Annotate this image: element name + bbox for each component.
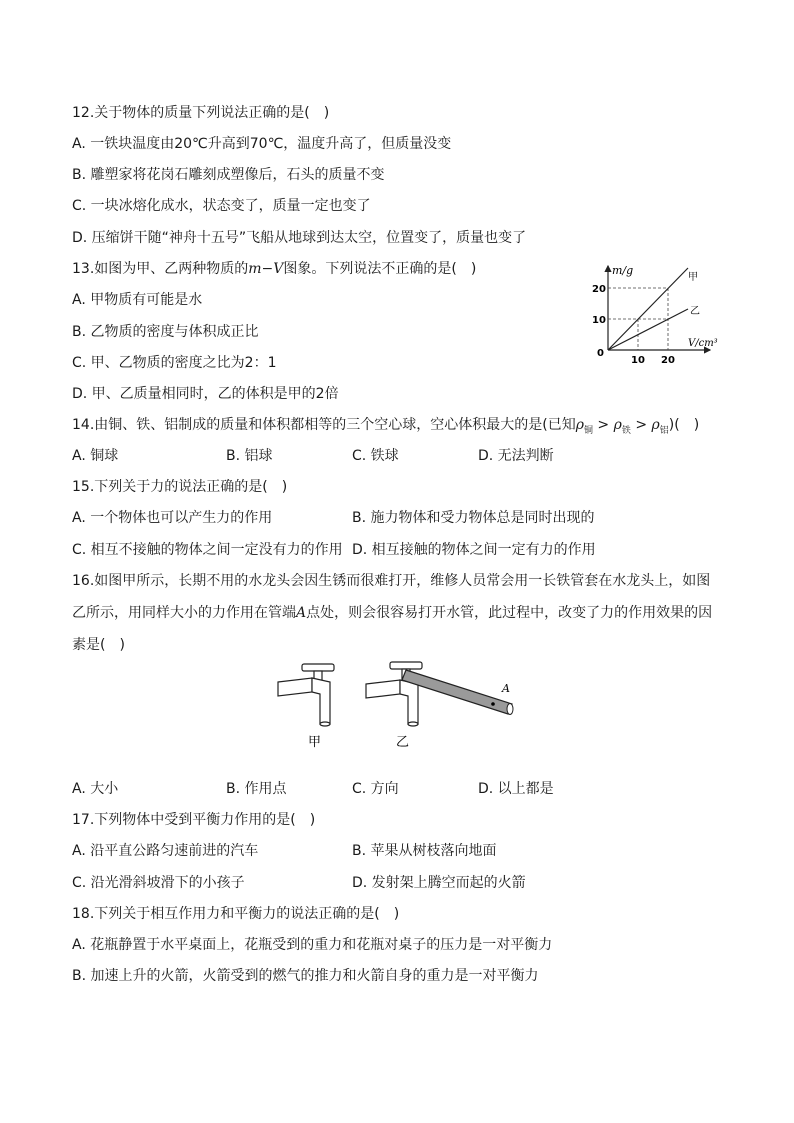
q17-option-a: A. 沿平直公路匀速前进的汽车 [72, 843, 259, 859]
q15-option-b: B. 施力物体和受力物体总是同时出现的 [352, 510, 595, 526]
q16-option-d: D. 以上都是 [478, 781, 554, 797]
fig-label-yi: 乙 [396, 735, 410, 750]
graph-x-label: V/cm³ [688, 338, 718, 349]
q16-stem-post: 点处，则会很容易打开水管，此过程中，改变了力的作用效果的因素是( ) [72, 605, 713, 653]
q13-option-d: D. 甲、乙质量相同时，乙的体积是甲的2倍 [72, 386, 339, 402]
q16-stem [72, 565, 722, 661]
q15-option-a: A. 一个物体也可以产生力的作用 [72, 510, 273, 526]
q16-option-b: B. 作用点 [226, 781, 287, 797]
iron-pipe-icon [402, 670, 513, 715]
q14-stem-pre: 14.由铜、铁、铝制成的质量和体积都相等的三个空心球，空心体积最大的是(已知 [72, 417, 576, 433]
q16-stem-pre: 16.如图甲所示，长期不用的水龙头会因生锈而很难打开，维修人员常会用一长铁管套在水龙头上，如图乙所示，用同样大小的力作用在管端 [72, 573, 711, 621]
q14-stem-post: )( ) [668, 417, 700, 433]
q12-option-a: A. 一铁块温度由20℃升高到70℃，温度升高了，但质量没变 [72, 136, 452, 152]
q13-stem-post: 图象。下列说法不正确的是( ) [283, 261, 477, 277]
q14-option-a: A. 铜球 [72, 448, 119, 464]
fig-label-jia: 甲 [308, 735, 322, 750]
q17-option-c: C. 沿光滑斜坡滑下的小孩子 [72, 875, 245, 891]
q14-option-c: C. 铁球 [352, 448, 399, 464]
graph-y-tick-20: 20 [592, 284, 606, 295]
q15-option-d: D. 相互接触的物体之间一定有力的作用 [352, 542, 596, 558]
rho-symbol: ρ [651, 417, 660, 433]
q14-stem [72, 415, 699, 441]
graph-y-tick-10: 10 [592, 315, 606, 326]
q15-stem: 15.下列关于力的说法正确的是( ) [72, 479, 288, 495]
q13-stem [72, 259, 476, 279]
q13-option-b: B. 乙物质的密度与体积成正比 [72, 324, 259, 340]
q17-option-d: D. 发射架上腾空而起的火箭 [352, 875, 526, 891]
q12-option-b: B. 雕塑家将花岗石雕刻成塑像后，石头的质量不变 [72, 167, 385, 183]
graph-y-label: m/g [612, 264, 634, 277]
rho-sub-aluminum: 铝 [659, 425, 669, 436]
rho-sub-copper: 铜 [583, 425, 593, 436]
q12-stem: 12.关于物体的质量下列说法正确的是( ) [72, 105, 330, 121]
q16-option-c: C. 方向 [352, 781, 399, 797]
q17-option-b: B. 苹果从树枝落向地面 [352, 843, 497, 859]
q18-option-a: A. 花瓶静置于水平桌面上，花瓶受到的重力和花瓶对桌子的压力是一对平衡力 [72, 937, 553, 953]
rho-symbol: ρ [575, 417, 584, 433]
graph-line-yi [608, 309, 688, 350]
q16-option-a: A. 大小 [72, 781, 119, 797]
graph-label-yi: 乙 [690, 306, 700, 317]
q13-option-c: C. 甲、乙物质的密度之比为2：1 [72, 355, 277, 371]
q17-stem: 17.下列物体中受到平衡力作用的是( ) [72, 812, 316, 828]
greater-than: > [592, 417, 614, 433]
graph-label-jia: 甲 [688, 272, 698, 283]
greater-than: > [630, 417, 652, 433]
q16-faucet-figure [272, 656, 522, 750]
rho-sub-iron: 铁 [621, 425, 631, 436]
q14-option-b: B. 铝球 [226, 448, 273, 464]
fig-label-a: A [502, 682, 510, 695]
graph-origin: 0 [597, 348, 604, 359]
q13-mv-graph [588, 258, 728, 368]
faucet-jia-icon [278, 664, 334, 726]
q13-option-a: A. 甲物质有可能是水 [72, 292, 203, 308]
q13-stem-var: m−V [248, 261, 284, 277]
q12-option-c: C. 一块冰熔化成水，状态变了，质量一定也变了 [72, 198, 371, 214]
rho-symbol: ρ [613, 417, 622, 433]
q18-option-b: B. 加速上升的火箭，火箭受到的燃气的推力和火箭自身的重力是一对平衡力 [72, 968, 539, 984]
graph-x-tick-10: 10 [631, 355, 645, 366]
graph-line-jia [608, 268, 688, 350]
q16-stem-var: A [296, 605, 307, 621]
graph-x-tick-20: 20 [661, 355, 675, 366]
q12-option-d: D. 压缩饼干随“神舟十五号”飞船从地球到达太空，位置变了，质量也变了 [72, 230, 527, 246]
faucet-yi-icon [366, 662, 422, 726]
q15-option-c: C. 相互不接触的物体之间一定没有力的作用 [72, 542, 343, 558]
q14-option-d: D. 无法判断 [478, 448, 554, 464]
q18-stem: 18.下列关于相互作用力和平衡力的说法正确的是( ) [72, 906, 400, 922]
q13-stem-pre: 13.如图为甲、乙两种物质的 [72, 261, 249, 277]
